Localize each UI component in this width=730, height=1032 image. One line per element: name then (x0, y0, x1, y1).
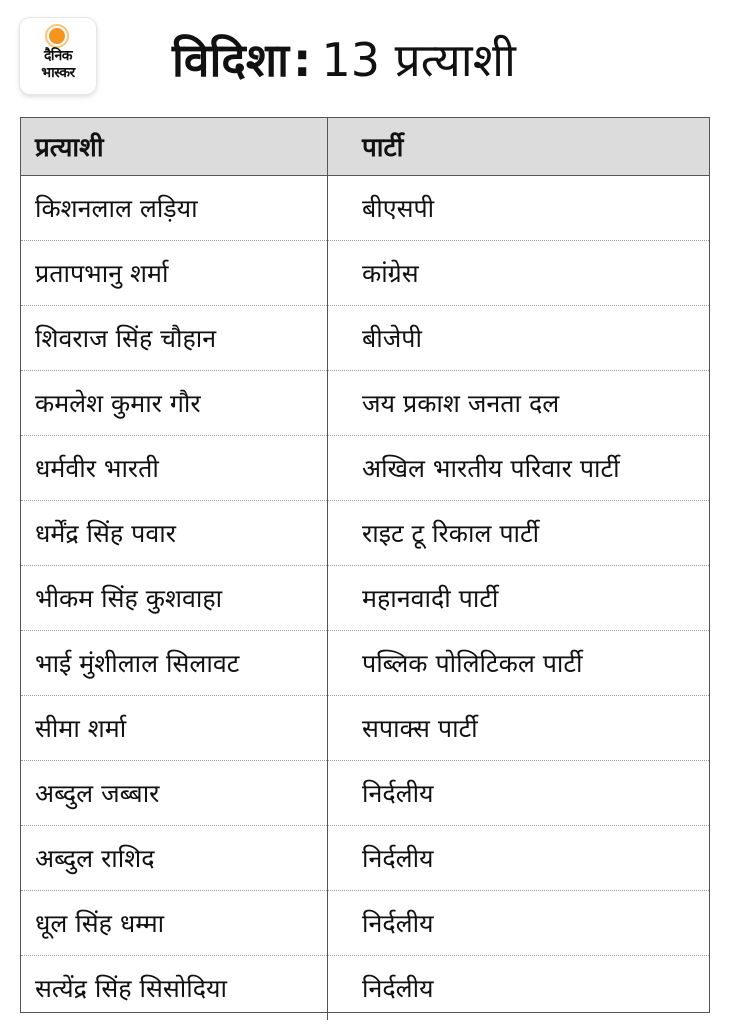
party-name: राइट टू रिकाल पार्टी (328, 500, 710, 565)
table-row (21, 175, 709, 240)
candidate-name: भाई मुंशीलाल सिलावट (21, 630, 328, 695)
candidate-name: शिवराज सिंह चौहान (21, 305, 328, 370)
party-name: महानवादी पार्टी (328, 565, 710, 630)
title-separator: : (293, 33, 312, 87)
candidate-name: धर्मवीर भारती (21, 435, 328, 500)
party-name: बीजेपी (328, 305, 710, 370)
party-name: अखिल भारतीय परिवार पार्टी (328, 435, 710, 500)
candidate-name: अब्दुल जब्बार (21, 760, 328, 825)
table-row (21, 955, 709, 1020)
candidate-name: किशनलाल लड़िया (21, 175, 328, 240)
candidate-name: कमलेश कुमार गौर (21, 370, 328, 435)
table-row (21, 370, 709, 435)
table-row (21, 695, 709, 760)
page-title (172, 28, 516, 92)
title-district: विदिशा (172, 33, 290, 87)
table-row (21, 760, 709, 825)
candidate-name: प्रतापभानु शर्मा (21, 240, 328, 305)
table-row (21, 435, 709, 500)
candidates-table (21, 118, 709, 1020)
table-row (21, 565, 709, 630)
candidate-name: धर्मेंद्र सिंह पवार (21, 500, 328, 565)
party-name: पब्लिक पोलिटिकल पार्टी (328, 630, 710, 695)
header-party: पार्टी (328, 118, 710, 175)
table-row (21, 500, 709, 565)
table-row (21, 305, 709, 370)
party-name: कांग्रेस (328, 240, 710, 305)
candidates-table-container (20, 117, 710, 1013)
party-name: जय प्रकाश जनता दल (328, 370, 710, 435)
table-row (21, 890, 709, 955)
party-name: निर्दलीय (328, 890, 710, 955)
candidate-name: भीकम सिंह कुशवाहा (21, 565, 328, 630)
party-name: सपाक्स पार्टी (328, 695, 710, 760)
header-candidate: प्रत्याशी (21, 118, 328, 175)
table-row (21, 240, 709, 305)
dainik-bhaskar-logo (20, 18, 96, 94)
table-row (21, 630, 709, 695)
party-name: निर्दलीय (328, 955, 710, 1020)
table-header-row (21, 118, 709, 175)
logo-text-line1: दैनिक (43, 48, 73, 64)
title-candidate-count: 13 प्रत्याशी (321, 33, 516, 87)
logo-text-line2: भास्कर (41, 65, 75, 81)
candidate-name: सत्येंद्र सिंह सिसोदिया (21, 955, 328, 1020)
candidate-name: सीमा शर्मा (21, 695, 328, 760)
party-name: निर्दलीय (328, 825, 710, 890)
party-name: निर्दलीय (328, 760, 710, 825)
candidate-name: धूल सिंह धम्मा (21, 890, 328, 955)
candidate-name: अब्दुल राशिद (21, 825, 328, 890)
party-name: बीएसपी (362, 193, 435, 223)
sun-icon (49, 28, 65, 44)
table-row (21, 825, 709, 890)
